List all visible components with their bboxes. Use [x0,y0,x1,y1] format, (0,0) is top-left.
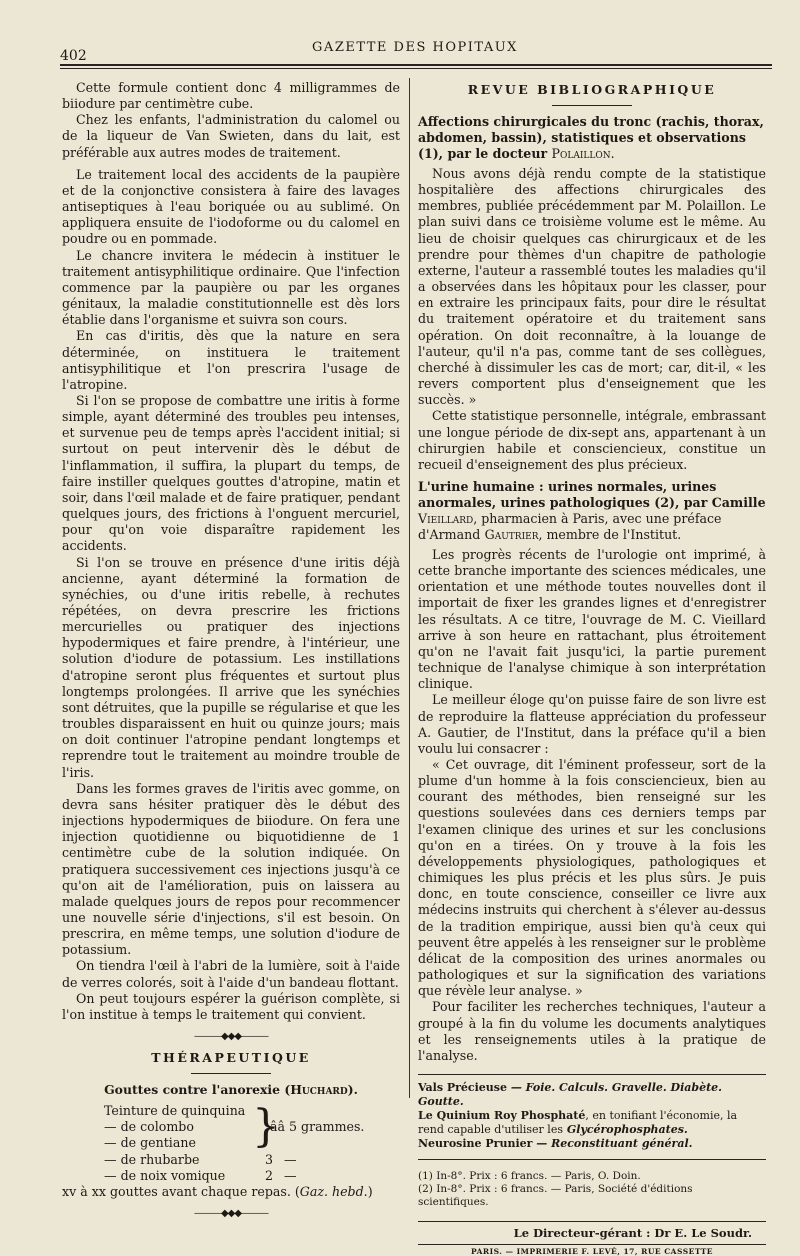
therapeutique-heading: THÉRAPEUTIQUE [151,1050,311,1066]
paragraph: Dans les formes graves de l'iritis avec gomme, on devra sans hésiter pratiquer dès le début des injections hypodermiques de biiodure. On fera une injection quotidienne ou biquotidienne de 1 centimètre cube de la solution indiquée. On pratiquera successivement ces injections jusqu'à ce qu'on ait de l'amélioration, puis on laissera au malade quelques jours de repos pour recommencer une nouvelle série d'injections, s'il est besoin. On prescrira, en même temps, une solution d'iodure de potassium. [62,780,400,958]
paragraph: Chez les enfants, l'administration du calomel ou de la liqueur de Van Swieten, dans du lait, est préférable aux autres modes de traitement. [62,112,400,160]
paragraph: En cas d'iritis, dès que la nature en sera déterminée, on instituera le traitement antisyphilitique et l'on prescrira l'usage de l'atropine. [62,328,400,392]
paragraph: Cette formule contient donc 4 milligrammes de biiodure par centimètre cube. [62,80,400,112]
advertisements [418,1074,766,1151]
bib-entry-title: L'urine humaine : urines normales, urines anormales, urines pathologiques (2), par Camille Vieillard, pharmacien à Paris, avec une préface d'Armand Gautrier, membre de l'Institut. [418,478,766,542]
journal-title: GAZETTE DES HOPITAUX [312,40,518,55]
paragraph: Si l'on se propose de combattre une iritis à forme simple, ayant déterminé des troubles peu intenses, et survenue peu de temps après l'accident initial; si surtout on peut intervenir dès le début de l'inflammation, il suffira, la plupart du temps, de faire instiller quelques gouttes d'atropine, matin et soir, dans l'œil malade et de faire pratiquer, pendant quelques jours, des frictions à l'onguent mercuriel, pour qu'on voie disparaître rapidement les accidents. [62,392,400,554]
column-divider [409,78,410,1098]
footnote: (1) In-8°. Prix : 6 francs. — Paris, O. Doin. [418,1169,641,1182]
short-rule [552,105,632,106]
paragraph: Cette statistique personnelle, intégrale, embrassant une longue période de dix-sept ans, appartenant à un chirurgien habile et consciencieux, constitue un recueil d'enseignement des plus précieux. [418,408,766,472]
paragraph: Les progrès récents de l'urologie ont imprimé, à cette branche importante des sciences médicales, une orientation et une méthode toutes nouvelles dont il importait de fixer les grandes lignes et d'enregistrer les résultats. A ce titre, l'ouvrage de M. C. Vieillard arrive à son heure en rattachant, plus étroitement qu'on ne l'avait fait jusqu'ici, la partie purement technique de l'analyse chimique à son interprétation clinique. [418,546,766,692]
paragraph: Si l'on se trouve en présence d'une iritis déjà ancienne, ayant déterminé la formation de synéchies, ou d'une iritis rebelle, à rechutes répétées, on devra prescrire les frictions mercurielles ou pratiquer des injections hypodermiques et faire prendre, à l'intérieur, une solution d'iodure de potassium. Les instillations d'atropine seront plus fréquentes et surtout plus longtemps prolongées. Il arrive que les synéchies sont détruites, que la pupille se régularise et que les troubles disparaissent en huit ou quinze jours; mais on doit continuer l'atropine pendant longtemps et reprendre tout le traitement au moindre trouble de l'iris. [62,554,400,780]
recipe-row: — de noix vomique 2 — [104,1167,297,1183]
recipe-table [104,1103,400,1184]
revue-heading: REVUE BIBLIOGRAPHIQUE [467,82,717,97]
ornament-separator: ———◆◆◆——— [193,1208,269,1219]
short-rule [191,1073,271,1074]
director-line: Le Directeur-gérant : Dr E. Le Soudr. [418,1221,766,1240]
right-column [418,80,766,1256]
brace-quantity: ââ 5 grammes. [270,1119,365,1135]
footnote: (2) In-8°. Prix : 6 francs. — Paris, Société d'éditions scientifiques. [418,1182,693,1208]
recipe-dose: xv à xx gouttes avant chaque repas. (Gaz. hebd.) [62,1183,373,1199]
bib-entry-title: Affections chirurgicales du tronc (rachis, thorax, abdomen, bassin), statistiques et observations (1), par le docteur Polaillon. [418,114,764,161]
paragraph: Pour faciliter les recherches techniques, l'auteur a groupé à la fin du volume les documents analytiques et les renseignements utiles à la pratique de l'analyse. [418,999,766,1063]
ornament-separator: ———◆◆◆——— [193,1031,269,1043]
recipe-row: — de gentiane [104,1135,196,1151]
recipe-row: Teinture de quinquina [104,1103,246,1119]
paragraph: « Cet ouvrage, dit l'éminent professeur, sort de la plume d'un homme à la fois consciencieux, bien au courant des méthodes, bien renseigné sur les questions soulevées dans ces derniers temps par l'examen clinique des urines et sur les conclusions qu'on en a tirées. On y trouve à la fois les développements physiologiques, pathologiques et chimiques les plus précis et les plus sûrs. Je puis donc, en toute conscience, conseiller ce livre aux médecins instruits qui cherchent à s'élever au-dessus de la tradition empirique, aussi bien qu'à ceux qui peuvent être appelés à les renseigner sur le problème délicat de la composition des urines anormales ou pathologiques et sur la signification des variations que révèle leur analyse. » [418,757,766,999]
paragraph: On peut toujours espérer la guérison complète, si l'on institue à temps le traitement qui convient. [62,990,400,1022]
page-number: 402 [60,48,87,64]
paragraph: Le meilleur éloge qu'on puisse faire de son livre est de reproduire la flatteuse appréciation du professeur A. Gautier, de l'Institut, dans la préface qu'il a bien voulu lui consacrer : [418,692,766,756]
recipe-row: — de colombo [104,1119,194,1135]
recipe-title: Gouttes contre l'anorexie (Huchard). [104,1082,358,1098]
footnotes [418,1159,766,1209]
printer-line: PARIS. — IMPRIMERIE F. LEVÉ, 17, RUE CASSETTE [418,1244,766,1256]
paragraph: Le traitement local des accidents de la paupière et de la conjonctive consistera à faire des lavages antiseptiques à l'eau boriquée ou au sublimé. On appliquera ensuite de l'iodoforme ou du calomel en poudre ou en pommade. [62,166,400,247]
ad-line: Vals Précieuse — Foie. Calculs. Gravelle. Diabète. Goutte. [418,1080,722,1108]
recipe-row: — de rhubarbe 3 — [104,1151,297,1167]
paragraph: On tiendra l'œil à l'abri de la lumière, soit à l'aide de verres colorés, soit à l'aide d'un bandeau flottant. [62,958,400,990]
header-rule [60,64,772,66]
ad-line: Le Quinium Roy Phosphaté, en tonifiant l'économie, la rend capable d'utiliser les Glycérophosphates. [418,1108,738,1136]
paragraph: Nous avons déjà rendu compte de la statistique hospitalière des affections chirurgicales des membres, publiée précédemment par M. Polaillon. Le plan suivi dans ce troisième volume est le même. Au lieu de choisir quelques cas chirurgicaux et de les prendre pour thèmes d'un chapitre de pathologie externe, l'auteur a rassemblé toutes les maladies qu'il a observées dans les hôpitaux pour les classer, pour en extraire les principaux faits, pour dire le résultat du traitement opératoire et du traitement sans opération. On doit reconnaître, à la louange de l'auteur, qu'il n'a pas, comme tant de ses collègues, cherché à dissimuler les cas de mort; car, dit-il, « les revers comportent plus d'enseignement que les succès. » [418,166,766,408]
left-column [62,80,400,1227]
brace-icon: } [252,1101,280,1153]
paragraph: Le chancre invitera le médecin à instituer le traitement antisyphilitique ordinaire. Que l'infection commence par la paupière ou par les organes génitaux, la maladie constitutionnelle est dès lors établie dans l'organisme et suivra son cours. [62,247,400,328]
header-rule-thin [60,68,772,69]
ad-line: Neurosine Prunier — Reconstituant général. [418,1136,693,1150]
